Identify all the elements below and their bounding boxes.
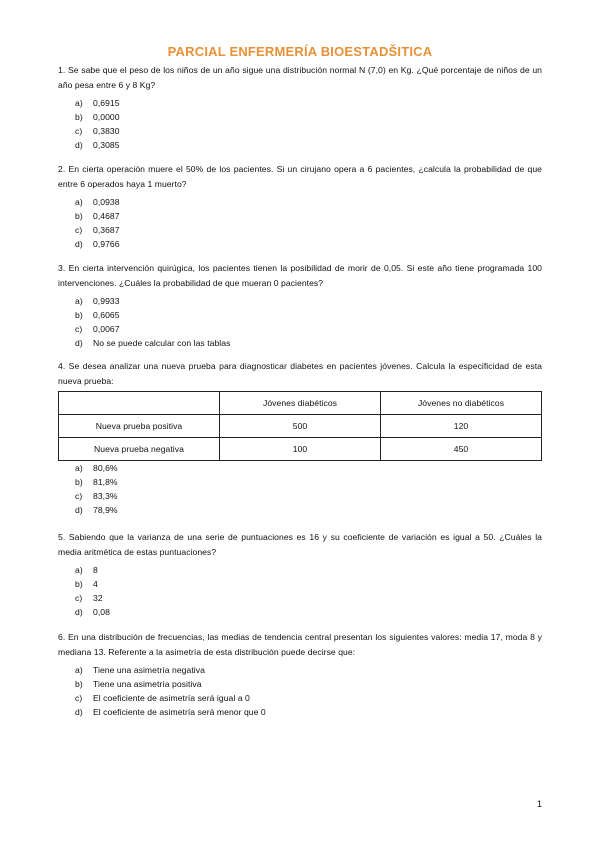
option-letter: c) bbox=[75, 693, 83, 704]
option-text: 0,9766 bbox=[93, 239, 120, 250]
option-c[interactable] bbox=[58, 691, 542, 705]
option-letter: a) bbox=[75, 98, 83, 108]
option-letter: a) bbox=[75, 665, 83, 675]
option-text: 0,0067 bbox=[93, 324, 120, 335]
options-list bbox=[58, 663, 542, 719]
option-letter: b) bbox=[75, 579, 83, 590]
option-text: 0,9933 bbox=[93, 296, 120, 306]
option-text: 0,08 bbox=[93, 607, 110, 618]
option-letter: c) bbox=[75, 126, 83, 137]
question-stem: 2. En cierta operación muere el 50% de los pacientes. Si un cirujano opera a 6 pacientes, ¿calcula la probabilidad de que entre 6 operados haya 1 muerto? bbox=[58, 164, 542, 189]
options-list bbox=[58, 294, 542, 350]
option-letter: d) bbox=[75, 239, 83, 250]
option-letter: b) bbox=[75, 310, 83, 321]
table-cell: 120 bbox=[381, 415, 542, 438]
table-row bbox=[59, 415, 542, 438]
table-row-label: Nueva prueba negativa bbox=[59, 438, 220, 461]
option-text: 0,0000 bbox=[93, 112, 120, 123]
options-list bbox=[58, 195, 542, 251]
option-letter: d) bbox=[75, 140, 83, 151]
table-cell: 500 bbox=[220, 415, 381, 438]
option-text: 8 bbox=[93, 565, 98, 575]
options-list bbox=[58, 461, 542, 517]
option-text: El coeficiente de asimetría será igual a 0 bbox=[93, 693, 250, 704]
option-text: El coeficiente de asimetría será menor que 0 bbox=[93, 707, 266, 718]
table-cell: 100 bbox=[220, 438, 381, 461]
option-text: 0,6915 bbox=[93, 98, 120, 108]
options-list bbox=[58, 563, 542, 619]
option-d[interactable] bbox=[58, 705, 542, 719]
options-list bbox=[58, 96, 542, 152]
option-letter: c) bbox=[75, 225, 83, 236]
table-header-cell: Jóvenes no diabéticos bbox=[381, 392, 542, 415]
option-letter: d) bbox=[75, 338, 83, 349]
option-b[interactable] bbox=[58, 677, 542, 691]
option-text: Tiene una asimetría positiva bbox=[93, 679, 202, 690]
option-b[interactable] bbox=[58, 308, 542, 322]
option-text: 0,3687 bbox=[93, 225, 120, 236]
option-a[interactable] bbox=[58, 294, 542, 308]
option-b[interactable] bbox=[58, 110, 542, 124]
option-text: 0,3085 bbox=[93, 140, 120, 151]
option-a[interactable] bbox=[58, 461, 542, 475]
option-d[interactable] bbox=[58, 503, 542, 517]
option-c[interactable] bbox=[58, 489, 542, 503]
option-letter: d) bbox=[75, 505, 83, 516]
option-letter: a) bbox=[75, 463, 83, 473]
question-2 bbox=[58, 162, 542, 251]
option-letter: b) bbox=[75, 477, 83, 488]
table-row-label: Nueva prueba positiva bbox=[59, 415, 220, 438]
option-letter: a) bbox=[75, 197, 83, 207]
option-d[interactable] bbox=[58, 237, 542, 251]
option-letter: a) bbox=[75, 296, 83, 306]
option-b[interactable] bbox=[58, 577, 542, 591]
option-b[interactable] bbox=[58, 475, 542, 489]
table-cell bbox=[59, 392, 220, 415]
question-1 bbox=[58, 63, 542, 152]
option-text: 0,0938 bbox=[93, 197, 120, 207]
option-a[interactable] bbox=[58, 96, 542, 110]
option-c[interactable] bbox=[58, 322, 542, 336]
question-3 bbox=[58, 261, 542, 350]
page-number: 1 bbox=[536, 799, 542, 809]
question-4 bbox=[58, 359, 542, 517]
option-a[interactable] bbox=[58, 663, 542, 677]
document-title: PARCIAL ENFERMERÍA BIOESTADŠITICA bbox=[167, 44, 433, 59]
option-a[interactable] bbox=[58, 195, 542, 209]
question-stem: 3. En cierta intervención quirúgica, los pacientes tienen la posibilidad de morir de 0,05. Si este año tiene programada 100 intervenciones. ¿Cuáles la probabilidad de que mueran 0 pacientes? bbox=[58, 263, 542, 288]
option-b[interactable] bbox=[58, 209, 542, 223]
contingency-table bbox=[58, 391, 542, 461]
table-cell: 450 bbox=[381, 438, 542, 461]
option-letter: c) bbox=[75, 491, 83, 502]
option-text: 4 bbox=[93, 579, 98, 590]
table-header-cell: Jóvenes diabéticos bbox=[220, 392, 381, 415]
question-stem: 6. En una distribución de frecuencias, las medias de tendencia central presentan los siguientes valores: media 17, moda 8 y mediana 13. Referente a la asimetría de esta distribución puede decirse que: bbox=[58, 632, 542, 657]
option-text: Tiene una asimetría negativa bbox=[93, 665, 205, 675]
option-letter: c) bbox=[75, 324, 83, 335]
question-5 bbox=[58, 530, 542, 619]
option-text: 80,6% bbox=[93, 463, 118, 473]
option-letter: b) bbox=[75, 679, 83, 690]
option-letter: d) bbox=[75, 707, 83, 718]
question-stem: 5. Sabiendo que la varianza de una serie de puntuaciones es 16 y su coeficiente de variación es igual a 50. ¿Cuáles la media aritmética de estas puntuaciones? bbox=[58, 532, 542, 557]
option-c[interactable] bbox=[58, 223, 542, 237]
option-d[interactable] bbox=[58, 605, 542, 619]
option-c[interactable] bbox=[58, 591, 542, 605]
option-text: 0,4687 bbox=[93, 211, 120, 222]
option-text: 78,9% bbox=[93, 505, 118, 516]
option-letter: a) bbox=[75, 565, 83, 575]
option-text: 0,6065 bbox=[93, 310, 120, 321]
question-stem: 1. Se sabe que el peso de los niños de un año sigue una distribución normal N (7,0) en Kg. ¿Qué porcentaje de niños de un año pesa entre 6 y 8 Kg? bbox=[58, 65, 542, 90]
table-header-row bbox=[59, 392, 542, 415]
option-letter: b) bbox=[75, 211, 83, 222]
question-6 bbox=[58, 630, 542, 719]
option-d[interactable] bbox=[58, 336, 542, 350]
option-letter: b) bbox=[75, 112, 83, 123]
option-text: 83,3% bbox=[93, 491, 118, 502]
option-letter: c) bbox=[75, 593, 83, 604]
option-a[interactable] bbox=[58, 563, 542, 577]
table-row bbox=[59, 438, 542, 461]
option-text: 32 bbox=[93, 593, 103, 604]
option-text: 81,8% bbox=[93, 477, 118, 488]
option-c[interactable] bbox=[58, 124, 542, 138]
option-d[interactable] bbox=[58, 138, 542, 152]
option-letter: d) bbox=[75, 607, 83, 618]
option-text: 0,3830 bbox=[93, 126, 120, 137]
question-stem: 4. Se desea analizar una nueva prueba para diagnosticar diabetes en pacientes jóvenes. Calcula la especificidad de esta nueva prueba: bbox=[58, 361, 542, 386]
option-text: No se puede calcular con las tablas bbox=[93, 338, 231, 349]
